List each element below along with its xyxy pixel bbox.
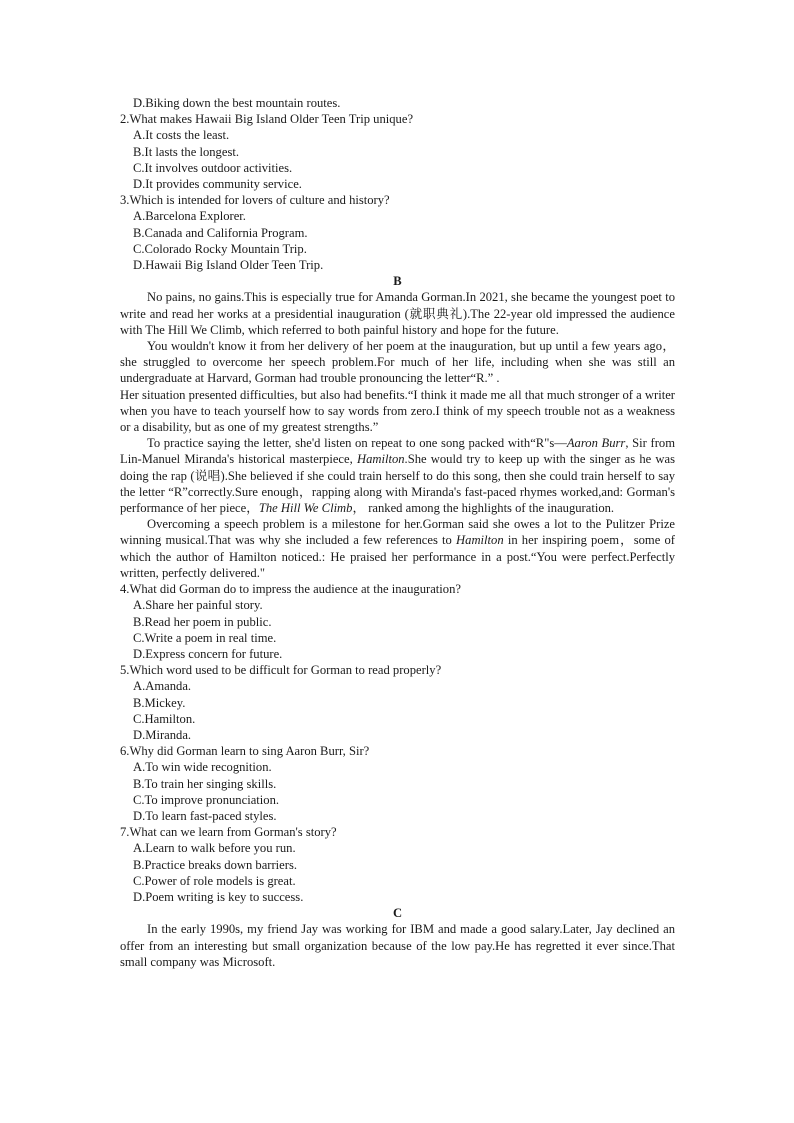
document-page [120, 95, 675, 970]
section-c-heading: C [392, 906, 403, 921]
question-stem: 7.What can we learn from Gorman's story? [120, 825, 337, 840]
option-a: A.To win wide recognition. [133, 760, 272, 775]
option-b: B.Mickey. [133, 695, 186, 710]
section-b-paragraph-1: No pains, no gains.This is especially true for Amanda Gorman.In 2021, she became the youngest poet to write and read her works at a presidential inauguration (就职典礼).The 22-year old impressed the audience with The Hill We Climb, which referred to both painful history and hope for the future. [120, 290, 675, 337]
option-b: B.To train her singing skills. [133, 776, 277, 791]
question-7 [120, 824, 675, 905]
option-c: C.Colorado Rocky Mountain Trip. [133, 241, 307, 256]
option-b: B.Canada and California Program. [133, 225, 308, 240]
section-c-paragraph-1: In the early 1990s, my friend Jay was working for IBM and made a good salary.Later, Jay declined an offer from an interesting but small organization because of the low pay.He has regretted it ever since.That small company was Microsoft. [120, 922, 675, 969]
question-2 [120, 111, 675, 192]
option-c: C.Power of role models is great. [133, 873, 296, 888]
option-c: C.It involves outdoor activities. [133, 160, 293, 175]
option-d: D.Hawaii Big Island Older Teen Trip. [133, 258, 324, 273]
option-a: A.Amanda. [133, 679, 192, 694]
q1-option-d: D.Biking down the best mountain routes. [133, 96, 341, 110]
section-b-paragraph-2: You wouldn't know it from her delivery of her poem at the inauguration, but up until a few years ago，she struggled to overcome her speech problem.For much of her life, including when she was still an undergraduate at Harvard, Gorman had trouble pronouncing the letter“R.” . [120, 339, 675, 386]
option-c: C.Write a poem in real time. [133, 630, 277, 645]
question-5 [120, 662, 675, 743]
section-b-paragraph-5: Overcoming a speech problem is a milestone for her.Gorman said she owes a lot to the Pulitzer Prize winning musical.That was why she included a few references to Hamilton in her inspiring poem，some of which the author of Hamilton noticed.: He praised her performance in a post.“You were perfect.Perfectly written, perfectly delivered." [120, 517, 675, 580]
question-stem: 6.Why did Gorman learn to sing Aaron Burr, Sir? [120, 744, 370, 759]
option-d: D.Poem writing is key to success. [133, 889, 304, 904]
option-c: C.To improve pronunciation. [133, 792, 280, 807]
question-stem: 5.Which word used to be difficult for Gorman to read properly? [120, 663, 442, 678]
section-b-paragraph-3: Her situation presented difficulties, but also had benefits.“I think it made me all that much stronger of a writer when you have to teach yourself how to say words from zero.I think of my speech trouble not as a weakness or a disability, but as one of my greatest strengths.” [120, 387, 675, 435]
question-4 [120, 581, 675, 662]
section-b-paragraph-4: To practice saying the letter, she'd listen on repeat to one song packed with“R"s—Aaron Burr, Sir from Lin-Manuel Miranda's historical masterpiece, Hamilton.She would try to keep up with the singer as he was doing the rap (说唱).She believed if she could train herself to do this song, then she could train herself to say the letter “R”correctly.Sure enough，rapping along with Miranda's fast-paced rhymes worked,and: Gorman's performance of her piece，The Hill We Climb， ranked among the highlights of the inauguration. [120, 436, 676, 516]
question-6 [120, 743, 675, 824]
option-b: B.Practice breaks down barriers. [133, 857, 298, 872]
option-a: A.It costs the least. [133, 128, 230, 143]
option-a: A.Share her painful story. [133, 598, 263, 613]
question-stem: 2.What makes Hawaii Big Island Older Teen Trip unique? [120, 112, 414, 127]
option-d: D.Miranda. [133, 727, 192, 742]
question-stem: 4.What did Gorman do to impress the audience at the inauguration? [120, 582, 461, 597]
option-b: B.It lasts the longest. [133, 144, 239, 159]
option-a: A.Barcelona Explorer. [133, 209, 246, 224]
option-a: A.Learn to walk before you run. [133, 841, 296, 856]
option-c: C.Hamilton. [133, 711, 196, 726]
option-d: D.To learn fast-paced styles. [133, 808, 277, 823]
option-d: D.Express concern for future. [133, 646, 283, 661]
question-3 [120, 192, 675, 273]
section-b-heading: B [393, 274, 402, 289]
option-d: D.It provides community service. [133, 177, 302, 192]
option-b: B.Read her poem in public. [133, 614, 272, 629]
question-stem: 3.Which is intended for lovers of culture and history? [120, 193, 390, 208]
